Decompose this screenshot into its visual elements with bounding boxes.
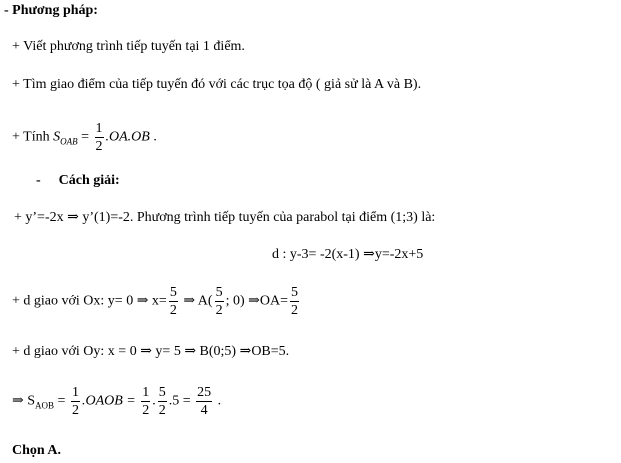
formula-eq: = bbox=[77, 129, 93, 145]
area-text-f: . bbox=[214, 393, 222, 409]
step-write-tangent: + Viết phương trình tiếp tuyến tại 1 điểm. bbox=[12, 39, 245, 54]
answer-choice: Chọn A. bbox=[12, 443, 62, 458]
fraction-five-halves: $\frac{5}{2}$ bbox=[158, 385, 166, 418]
solution-label: Cách giải: bbox=[58, 173, 120, 188]
formula-sub: OAB bbox=[60, 136, 78, 147]
formula-prefix: + Tính bbox=[12, 129, 54, 145]
area-text-a: ⇒ S bbox=[12, 393, 36, 409]
formula-rest: .OA.OB bbox=[105, 129, 150, 145]
formula-s: S bbox=[53, 129, 61, 145]
method-heading: - Phương pháp: bbox=[4, 3, 98, 18]
fraction-a: $\frac{5}{2}$ bbox=[215, 285, 223, 318]
fraction-half-1: $\frac{1}{2}$ bbox=[71, 385, 79, 418]
intersection-oy: + d giao với Oy: x = 0 ⇒ y= 5 ⇒ B(0;5) ⇒OB=5. bbox=[12, 344, 290, 359]
ox-text-a: + d giao với Ox: y= 0 ⇒ x= bbox=[12, 293, 167, 309]
area-text-b: = bbox=[54, 393, 69, 409]
formula-end: . bbox=[149, 129, 157, 145]
tangent-equation: d : y-3= -2(x-1) ⇒y=-2x+5 bbox=[272, 247, 424, 262]
area-text-c: .OAOB = bbox=[81, 393, 140, 409]
area-sub: AOB bbox=[35, 400, 55, 411]
solution-dash: - bbox=[36, 173, 41, 188]
solution-heading bbox=[36, 172, 120, 190]
ox-text-c: ; 0) ⇒OA= bbox=[225, 293, 288, 309]
step-area-formula bbox=[12, 120, 157, 155]
fraction-x: $\frac{5}{2}$ bbox=[169, 285, 177, 318]
derivative-line: + y’=-2x ⇒ y’(1)=-2. Phương trình tiếp tuyến của parabol tại điểm (1;3) là: bbox=[14, 210, 436, 225]
area-text-d: . bbox=[152, 393, 156, 409]
fraction-half: $\frac{1}{2}$ bbox=[95, 121, 103, 154]
fraction-half-2: $\frac{1}{2}$ bbox=[142, 385, 150, 418]
area-text-e: .5 = bbox=[168, 393, 195, 409]
fraction-result: $\frac{25}{4}$ bbox=[197, 385, 212, 418]
fraction-oa: $\frac{5}{2}$ bbox=[290, 285, 298, 318]
intersection-ox bbox=[12, 284, 301, 319]
step-find-intersections: + Tìm giao điểm của tiếp tuyến đó với các trục tọa độ ( giả sử là A và B). bbox=[12, 77, 422, 92]
area-result bbox=[12, 384, 221, 419]
ox-text-b: ⇒ A( bbox=[179, 293, 213, 309]
